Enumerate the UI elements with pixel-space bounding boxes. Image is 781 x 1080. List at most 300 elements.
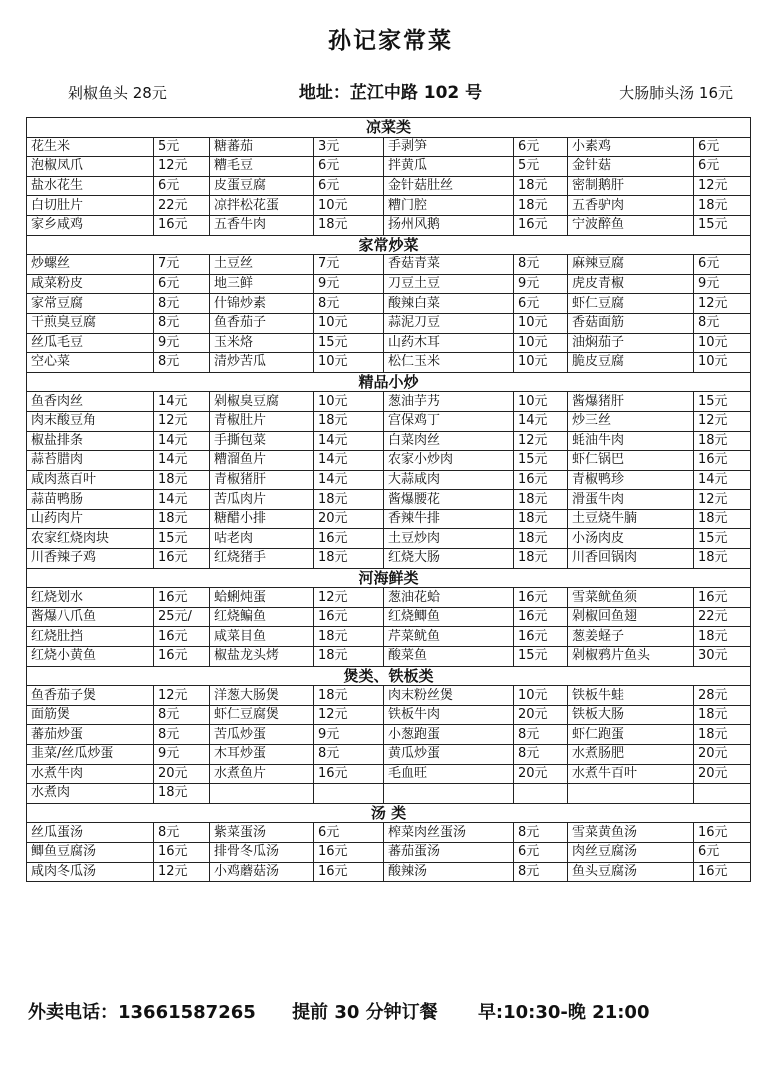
dish-price: 18元	[514, 549, 568, 569]
dish-price: 18元	[694, 725, 751, 745]
menu-row	[27, 353, 751, 373]
dish-name: 鱼头豆腐汤	[568, 862, 694, 882]
menu-table	[26, 117, 751, 882]
dish-price: 15元	[154, 529, 210, 549]
dish-price: 14元	[154, 451, 210, 471]
menu-row	[27, 588, 751, 608]
dish-name: 红烧猪手	[210, 549, 314, 569]
dish-name	[384, 784, 514, 804]
dish-name: 铁板大肠	[568, 705, 694, 725]
dish-price: 10元	[514, 686, 568, 706]
dish-name: 咸肉冬瓜汤	[27, 862, 154, 882]
dish-name: 排骨冬瓜汤	[210, 842, 314, 862]
dish-name: 苦瓜炒蛋	[210, 725, 314, 745]
business-hours: 早:10:30-晚 21:00	[477, 1002, 650, 1023]
dish-name: 红烧大肠	[384, 549, 514, 569]
dish-price: 18元	[514, 196, 568, 216]
dish-name: 水煮牛百叶	[568, 764, 694, 784]
dish-price: 18元	[154, 509, 210, 529]
dish-price: 15元	[694, 392, 751, 412]
dish-name: 炒三丝	[568, 411, 694, 431]
dish-price: 6元	[314, 176, 384, 196]
dish-price: 7元	[154, 255, 210, 275]
dish-name: 酸辣白菜	[384, 294, 514, 314]
address: 地址：芷江中路 102 号	[298, 83, 483, 103]
dish-name: 炒螺丝	[27, 255, 154, 275]
dish-price: 6元	[314, 823, 384, 843]
dish-price: 18元	[314, 215, 384, 235]
dish-name: 咸菜目鱼	[210, 627, 314, 647]
dish-price: 18元	[314, 490, 384, 510]
dish-name: 家常豆腐	[27, 294, 154, 314]
dish-price: 8元	[154, 705, 210, 725]
dish-price: 12元	[154, 157, 210, 177]
dish-name: 酸菜鱼	[384, 647, 514, 667]
dish-name: 虾仁锅巴	[568, 451, 694, 471]
dish-name: 什锦炒素	[210, 294, 314, 314]
dish-name: 土豆烧牛腩	[568, 509, 694, 529]
dish-price: 8元	[694, 313, 751, 333]
section-header-row	[27, 235, 751, 255]
menu-row	[27, 862, 751, 882]
dish-price: 9元	[314, 725, 384, 745]
dish-price: 10元	[514, 313, 568, 333]
dish-price: 5元	[514, 157, 568, 177]
dish-price: 6元	[694, 157, 751, 177]
dish-name: 农家红烧肉块	[27, 529, 154, 549]
menu-row	[27, 255, 751, 275]
dish-price: 10元	[694, 353, 751, 373]
restaurant-title: 孙记家常菜	[328, 28, 453, 54]
dish-price: 16元	[694, 588, 751, 608]
dish-price: 16元	[154, 549, 210, 569]
dish-price: 10元	[514, 333, 568, 353]
dish-name: 韭菜/丝瓜炒蛋	[27, 745, 154, 765]
dish-price: 16元	[314, 842, 384, 862]
section-header-row	[27, 372, 751, 392]
dish-price: 20元	[694, 764, 751, 784]
dish-price: 5元	[154, 137, 210, 157]
dish-price: 16元	[694, 862, 751, 882]
menu-row	[27, 313, 751, 333]
dish-name	[568, 784, 694, 804]
dish-price: 20元	[694, 745, 751, 765]
dish-price: 9元	[154, 333, 210, 353]
dish-price: 10元	[314, 353, 384, 373]
dish-name: 玉米烙	[210, 333, 314, 353]
dish-price: 15元	[514, 451, 568, 471]
dish-name: 红烧鲫鱼	[384, 607, 514, 627]
dish-name: 榨菜肉丝蛋汤	[384, 823, 514, 843]
dish-name: 手剥笋	[384, 137, 514, 157]
dish-price: 9元	[314, 274, 384, 294]
menu-row	[27, 333, 751, 353]
dish-price: 18元	[314, 627, 384, 647]
menu-row	[27, 411, 751, 431]
dish-name: 白切肚片	[27, 196, 154, 216]
dish-price: 16元	[514, 588, 568, 608]
dish-price: 15元	[314, 333, 384, 353]
dish-price: 12元	[154, 411, 210, 431]
menu-row	[27, 392, 751, 412]
dish-name: 红烧划水	[27, 588, 154, 608]
dish-name: 滑蛋牛肉	[568, 490, 694, 510]
section-title: 精品小炒	[27, 372, 751, 392]
dish-name: 虾仁豆腐煲	[210, 705, 314, 725]
dish-price: 18元	[154, 470, 210, 490]
dish-name: 金针菇	[568, 157, 694, 177]
dish-price: 30元	[694, 647, 751, 667]
menu-row	[27, 196, 751, 216]
dish-name: 鱼香肉丝	[27, 392, 154, 412]
menu-row	[27, 490, 751, 510]
dish-name: 鱼香茄子	[210, 313, 314, 333]
dish-price: 14元	[154, 431, 210, 451]
dish-price: 16元	[694, 451, 751, 471]
menu-row	[27, 627, 751, 647]
dish-price: 28元	[694, 686, 751, 706]
dish-name: 椒盐龙头烤	[210, 647, 314, 667]
dish-name: 红烧小黄鱼	[27, 647, 154, 667]
featured-dish-right: 大肠肺头汤 16元	[619, 84, 733, 102]
dish-price: 14元	[694, 470, 751, 490]
dish-price: 12元	[514, 431, 568, 451]
dish-price: 14元	[314, 451, 384, 471]
dish-price: 15元	[694, 215, 751, 235]
dish-name: 泡椒凤爪	[27, 157, 154, 177]
dish-price: 14元	[154, 392, 210, 412]
dish-price: 18元	[694, 431, 751, 451]
menu-row	[27, 215, 751, 235]
menu-row	[27, 294, 751, 314]
dish-name: 麻辣豆腐	[568, 255, 694, 275]
dish-price: 8元	[314, 745, 384, 765]
dish-name: 家乡咸鸡	[27, 215, 154, 235]
dish-name: 剁椒鸦片鱼头	[568, 647, 694, 667]
dish-name: 铁板牛蛙	[568, 686, 694, 706]
dish-name: 肉末粉丝煲	[384, 686, 514, 706]
dish-name: 水煮牛肉	[27, 764, 154, 784]
dish-price: 18元	[154, 784, 210, 804]
dish-name: 虎皮青椒	[568, 274, 694, 294]
dish-name: 油焖茄子	[568, 333, 694, 353]
dish-price: 6元	[154, 274, 210, 294]
dish-price: 16元	[314, 862, 384, 882]
menu-row	[27, 549, 751, 569]
dish-name: 红烧肚挡	[27, 627, 154, 647]
dish-name: 雪菜黄鱼汤	[568, 823, 694, 843]
dish-price: 18元	[694, 705, 751, 725]
dish-price: 10元	[314, 313, 384, 333]
menu-row	[27, 784, 751, 804]
dish-name: 葱姜蛏子	[568, 627, 694, 647]
dish-price: 8元	[154, 823, 210, 843]
dish-price: 25元/	[154, 607, 210, 627]
dish-name: 剁椒臭豆腐	[210, 392, 314, 412]
dish-name: 农家小炒肉	[384, 451, 514, 471]
dish-price: 8元	[514, 823, 568, 843]
dish-price: 10元	[314, 196, 384, 216]
dish-price: 6元	[154, 176, 210, 196]
dish-price: 14元	[154, 490, 210, 510]
dish-name: 咕老肉	[210, 529, 314, 549]
dish-name: 蒜苔腊肉	[27, 451, 154, 471]
dish-price: 18元	[314, 686, 384, 706]
dish-price: 22元	[154, 196, 210, 216]
dish-price: 6元	[694, 842, 751, 862]
dish-price: 15元	[694, 529, 751, 549]
dish-name: 土豆丝	[210, 255, 314, 275]
dish-name: 川香回锅肉	[568, 549, 694, 569]
dish-price: 8元	[154, 294, 210, 314]
dish-price: 18元	[694, 196, 751, 216]
dish-name: 葱油花蛤	[384, 588, 514, 608]
dish-price: 18元	[694, 509, 751, 529]
menu-row	[27, 137, 751, 157]
dish-name: 红烧鳊鱼	[210, 607, 314, 627]
dish-name: 青椒鸭珍	[568, 470, 694, 490]
dish-name: 凉拌松花蛋	[210, 196, 314, 216]
dish-name: 脆皮豆腐	[568, 353, 694, 373]
dish-name: 虾仁跑蛋	[568, 725, 694, 745]
dish-price: 16元	[314, 607, 384, 627]
dish-price: 6元	[314, 157, 384, 177]
dish-price: 8元	[154, 353, 210, 373]
dish-name: 小鸡蘑菇汤	[210, 862, 314, 882]
dish-name: 干煎臭豆腐	[27, 313, 154, 333]
dish-name: 糟毛豆	[210, 157, 314, 177]
dish-price: 18元	[514, 490, 568, 510]
section-header-row	[27, 118, 751, 138]
menu-row	[27, 686, 751, 706]
dish-price: 14元	[314, 470, 384, 490]
dish-price: 16元	[514, 607, 568, 627]
dish-name: 小葱跑蛋	[384, 725, 514, 745]
dish-name: 蕃茄蛋汤	[384, 842, 514, 862]
dish-name: 毛血旺	[384, 764, 514, 784]
dish-name: 木耳炒蛋	[210, 745, 314, 765]
menu-row	[27, 764, 751, 784]
dish-name: 香菇青菜	[384, 255, 514, 275]
dish-name: 手撕包菜	[210, 431, 314, 451]
menu-row	[27, 823, 751, 843]
dish-name: 糟门腔	[384, 196, 514, 216]
dish-price: 6元	[514, 137, 568, 157]
dish-price: 16元	[514, 470, 568, 490]
dish-name: 蒜苗鸭肠	[27, 490, 154, 510]
menu-row	[27, 470, 751, 490]
menu-row	[27, 725, 751, 745]
dish-name: 酱爆猪肝	[568, 392, 694, 412]
dish-name: 宫保鸡丁	[384, 411, 514, 431]
dish-name: 白菜肉丝	[384, 431, 514, 451]
dish-price: 8元	[514, 255, 568, 275]
dish-name: 丝瓜毛豆	[27, 333, 154, 353]
dish-price: 12元	[694, 490, 751, 510]
dish-price: 12元	[314, 588, 384, 608]
dish-price	[314, 784, 384, 804]
dish-name: 小汤肉皮	[568, 529, 694, 549]
dish-price: 16元	[314, 529, 384, 549]
dish-name: 香辣牛排	[384, 509, 514, 529]
dish-name: 山药肉片	[27, 509, 154, 529]
dish-name: 蒜泥刀豆	[384, 313, 514, 333]
dish-name: 苦瓜肉片	[210, 490, 314, 510]
dish-price: 7元	[314, 255, 384, 275]
dish-price: 16元	[154, 588, 210, 608]
dish-price: 18元	[314, 647, 384, 667]
dish-price: 14元	[314, 431, 384, 451]
menu-row	[27, 607, 751, 627]
dish-name: 金针菇肚丝	[384, 176, 514, 196]
dish-name: 宁波醉鱼	[568, 215, 694, 235]
featured-dish-left: 剁椒鱼头 28元	[68, 84, 167, 102]
dish-name: 椒盐排条	[27, 431, 154, 451]
dish-name: 紫菜蛋汤	[210, 823, 314, 843]
dish-price: 3元	[314, 137, 384, 157]
dish-price: 20元	[514, 705, 568, 725]
dish-price: 15元	[514, 647, 568, 667]
dish-name: 密制鹅肝	[568, 176, 694, 196]
dish-price: 9元	[154, 745, 210, 765]
menu-row	[27, 451, 751, 471]
dish-price: 18元	[694, 627, 751, 647]
dish-name: 鱼香茄子煲	[27, 686, 154, 706]
menu-row	[27, 647, 751, 667]
dish-price: 12元	[694, 176, 751, 196]
order-advance-note: 提前 30 分钟订餐	[292, 1002, 438, 1023]
dish-price: 6元	[514, 294, 568, 314]
menu-row	[27, 509, 751, 529]
dish-price: 16元	[154, 215, 210, 235]
dish-name: 五香驴肉	[568, 196, 694, 216]
dish-name: 花生米	[27, 137, 154, 157]
dish-price: 9元	[514, 274, 568, 294]
dish-name: 雪菜鱿鱼须	[568, 588, 694, 608]
dish-name: 皮蛋豆腐	[210, 176, 314, 196]
dish-price: 8元	[154, 313, 210, 333]
dish-name: 糖醋小排	[210, 509, 314, 529]
dish-name: 水煮肠肥	[568, 745, 694, 765]
dish-price: 8元	[154, 725, 210, 745]
dish-price	[514, 784, 568, 804]
dish-price: 18元	[694, 549, 751, 569]
dish-name: 酱爆腰花	[384, 490, 514, 510]
dish-price: 6元	[694, 255, 751, 275]
menu-row	[27, 176, 751, 196]
dish-name	[210, 784, 314, 804]
menu-row	[27, 529, 751, 549]
dish-name: 五香牛肉	[210, 215, 314, 235]
dish-price: 16元	[314, 764, 384, 784]
footer	[28, 998, 752, 1024]
dish-name: 水煮肉	[27, 784, 154, 804]
dish-name: 肉末酸豆角	[27, 411, 154, 431]
dish-price: 12元	[694, 294, 751, 314]
dish-name: 清炒苦瓜	[210, 353, 314, 373]
dish-price: 22元	[694, 607, 751, 627]
dish-price: 16元	[514, 627, 568, 647]
dish-name: 小素鸡	[568, 137, 694, 157]
dish-name: 青椒猪肝	[210, 470, 314, 490]
dish-price	[694, 784, 751, 804]
dish-name: 芹菜鱿鱼	[384, 627, 514, 647]
dish-price: 18元	[514, 529, 568, 549]
dish-name: 青椒肚片	[210, 411, 314, 431]
dish-name: 空心菜	[27, 353, 154, 373]
dish-name: 蛤蜊炖蛋	[210, 588, 314, 608]
menu-row	[27, 745, 751, 765]
dish-name: 剁椒回鱼翅	[568, 607, 694, 627]
dish-price: 20元	[314, 509, 384, 529]
dish-price: 9元	[694, 274, 751, 294]
dish-name: 鲫鱼豆腐汤	[27, 842, 154, 862]
dish-name: 糖蕃茄	[210, 137, 314, 157]
dish-name: 盐水花生	[27, 176, 154, 196]
dish-name: 肉丝豆腐汤	[568, 842, 694, 862]
section-header-row	[27, 568, 751, 588]
dish-name: 土豆炒肉	[384, 529, 514, 549]
dish-price: 14元	[514, 411, 568, 431]
dish-name: 咸肉蒸百叶	[27, 470, 154, 490]
dish-name: 酱爆八爪鱼	[27, 607, 154, 627]
dish-price: 12元	[314, 705, 384, 725]
dish-price: 10元	[514, 392, 568, 412]
delivery-phone: 外卖电话：13661587265	[28, 1002, 256, 1023]
dish-price: 6元	[694, 137, 751, 157]
dish-price: 16元	[514, 215, 568, 235]
dish-price: 16元	[154, 647, 210, 667]
dish-price: 18元	[314, 411, 384, 431]
section-title: 煲类、铁板类	[27, 666, 751, 686]
dish-name: 蚝油牛肉	[568, 431, 694, 451]
dish-name: 丝瓜蛋汤	[27, 823, 154, 843]
section-title: 家常炒菜	[27, 235, 751, 255]
dish-price: 18元	[514, 176, 568, 196]
section-title: 河海鲜类	[27, 568, 751, 588]
dish-price: 16元	[154, 627, 210, 647]
section-title: 汤 类	[27, 803, 751, 823]
dish-name: 扬州风鹅	[384, 215, 514, 235]
dish-price: 12元	[154, 686, 210, 706]
dish-price: 8元	[314, 294, 384, 314]
dish-name: 黄瓜炒蛋	[384, 745, 514, 765]
dish-name: 糟溜鱼片	[210, 451, 314, 471]
dish-price: 12元	[154, 862, 210, 882]
section-header-row	[27, 803, 751, 823]
dish-price: 12元	[694, 411, 751, 431]
dish-price: 10元	[514, 353, 568, 373]
dish-price: 16元	[694, 823, 751, 843]
dish-price: 8元	[514, 862, 568, 882]
dish-price: 6元	[514, 842, 568, 862]
section-title: 凉菜类	[27, 118, 751, 138]
dish-name: 酸辣汤	[384, 862, 514, 882]
menu-row	[27, 274, 751, 294]
dish-price: 10元	[694, 333, 751, 353]
dish-price: 10元	[314, 392, 384, 412]
dish-name: 葱油芋艿	[384, 392, 514, 412]
dish-name: 松仁玉米	[384, 353, 514, 373]
dish-name: 蕃茄炒蛋	[27, 725, 154, 745]
dish-name: 拌黄瓜	[384, 157, 514, 177]
menu-row	[27, 705, 751, 725]
dish-name: 地三鲜	[210, 274, 314, 294]
dish-name: 铁板牛肉	[384, 705, 514, 725]
dish-price: 20元	[514, 764, 568, 784]
dish-name: 水煮鱼片	[210, 764, 314, 784]
dish-name: 洋葱大肠煲	[210, 686, 314, 706]
